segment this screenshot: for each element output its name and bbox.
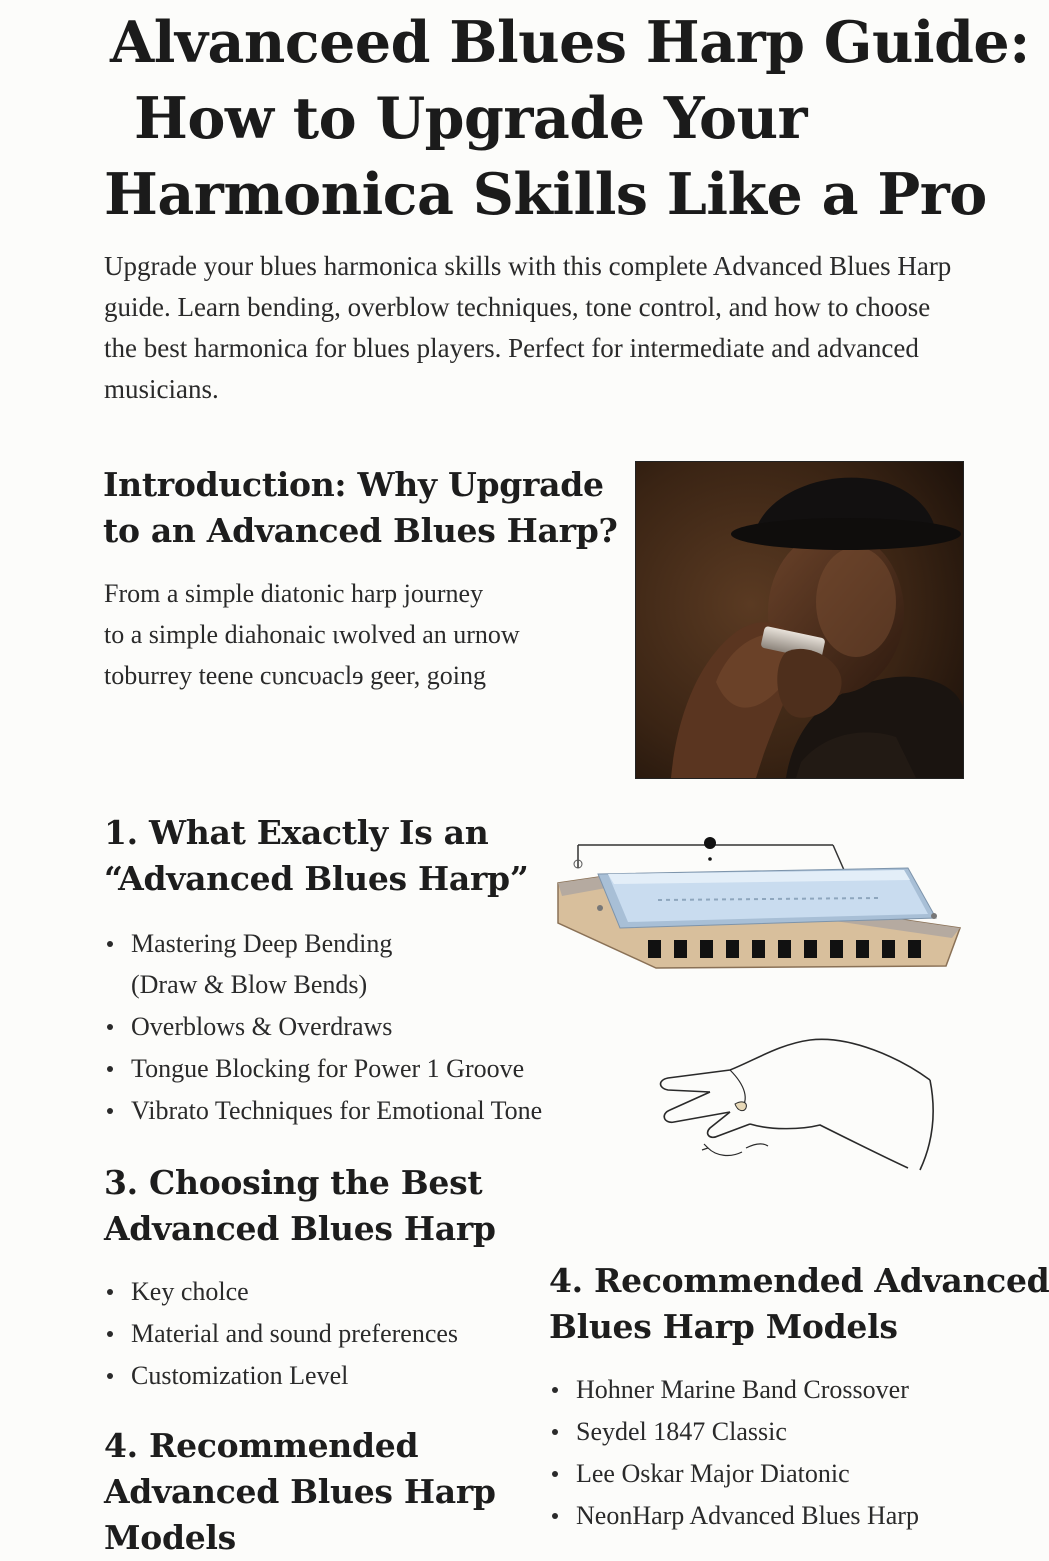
section-1-heading: [104, 810, 529, 902]
section-4-right-heading-line-1: 4. Recommended Advanced: [549, 1261, 1049, 1300]
section-4-left-heading: [104, 1423, 496, 1561]
section-4-right-heading: [549, 1258, 1049, 1350]
section-4-left-heading-line-2: Advanced Blues Harp: [104, 1472, 496, 1511]
section-3-heading: [104, 1160, 496, 1252]
harmonica-player-photo: [635, 461, 964, 779]
list-item: Material and sound preferences: [104, 1313, 458, 1354]
section-4-right-heading-line-2: Blues Harp Models: [549, 1307, 898, 1346]
list-item: Hohner Marine Band Crossover: [549, 1369, 919, 1410]
intro-body: [104, 573, 520, 696]
section-3-heading-line-1: 3. Choosing the Best: [104, 1163, 483, 1202]
page-title-line-3: Harmonica Skills Like a Pro: [104, 161, 987, 228]
page-title-line-2: How to Upgrade Your: [134, 85, 808, 152]
list-item: Vibrato Techniques for Emotional Tone: [104, 1090, 542, 1131]
list-item: Lee Oskar Major Diatonic: [549, 1453, 919, 1494]
list-item: NeonHarp Advanced Blues Harp: [549, 1495, 919, 1536]
section-3-heading-line-2: Advanced Blues Harp: [104, 1209, 496, 1248]
list-item: Customization Level: [104, 1355, 458, 1396]
intro-heading-line-2: to an Advanced Blues Harp?: [103, 511, 618, 550]
page-title-line-1: Alvanceed Blues Harp Guide:: [110, 9, 1030, 76]
list-item: Seydel 1847 Classic: [549, 1411, 919, 1452]
section-1-list: [104, 923, 542, 1132]
section-1-heading-line-2: “Advanced Blues Harp”: [104, 859, 529, 898]
section-1-heading-line-1: 1. What Exactly Is an: [104, 813, 489, 852]
list-item: Mastering Deep Bending (Draw & Blow Bends): [104, 923, 542, 1005]
list-item: Overblows & Overdraws: [104, 1006, 542, 1047]
section-3-list: [104, 1271, 458, 1397]
section-4-right-list: [549, 1369, 919, 1537]
intro-body-line-3: toburrey teene cυncυaclɘ geer, going: [104, 661, 487, 690]
intro-body-line-2: to a simple diahonaic ιwolved an urnow: [104, 620, 520, 649]
intro-paragraph: Upgrade your blues harmonica skills with this complete Advanced Blues Harp guide. Learn bending, overblow techniques, tone control, and how to choose the best harmonica for blues players. Perfect for intermediate and advanced musicians.: [104, 251, 952, 404]
list-item: Tongue Blocking for Power 1 Groove: [104, 1048, 542, 1089]
list-item: Key cholce: [104, 1271, 458, 1312]
intro-heading-line-1: Introduction: Why Upgrade: [103, 465, 604, 504]
hand-sketch: [650, 1030, 940, 1180]
intro-heading: [103, 462, 618, 554]
section-4-left-heading-line-3: Models: [104, 1518, 236, 1557]
harmonica-illustration: [548, 828, 968, 978]
intro-body-line-1: From a simple diatonic harp journey: [104, 579, 484, 608]
section-4-left-heading-line-1: 4. Recommended: [104, 1426, 419, 1465]
